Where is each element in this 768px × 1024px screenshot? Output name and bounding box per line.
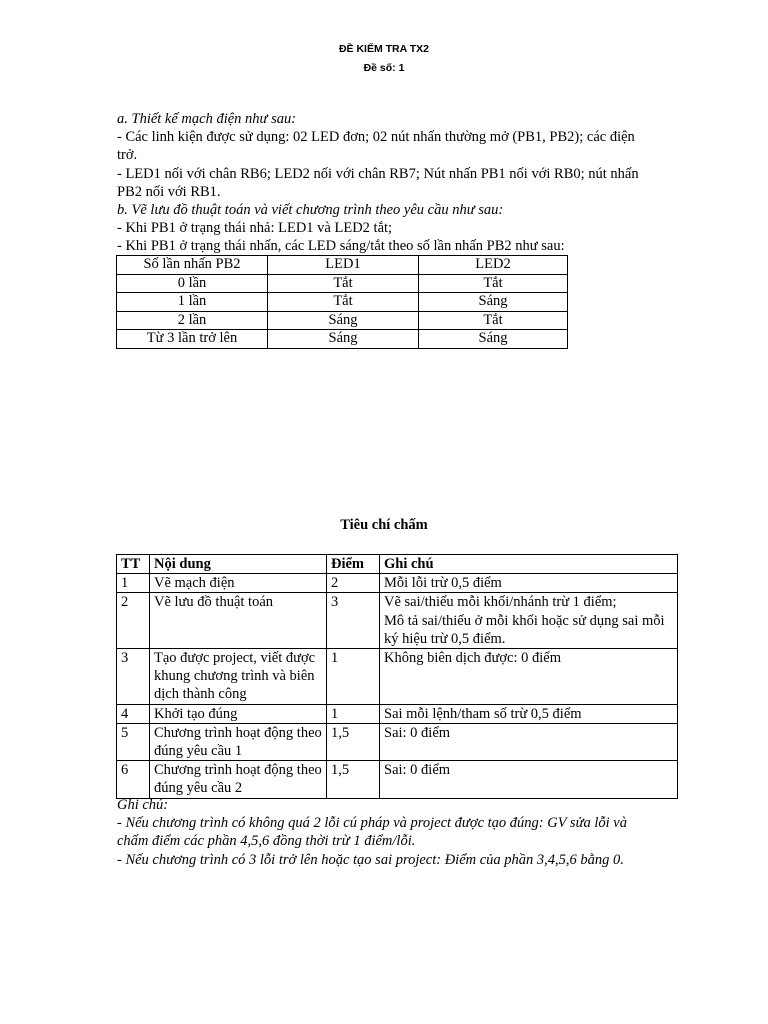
led-table-header: LED2 bbox=[419, 256, 568, 275]
section-a-connections: - LED1 nối với chân RB6; LED2 nối với chân RB7; Nút nhấn PB1 nối với RB0; nút nhấn PB2 nối với RB1. bbox=[117, 165, 639, 200]
led-table-header-row bbox=[117, 256, 568, 275]
led-table-header: LED1 bbox=[268, 256, 419, 275]
table-cell: Tắt bbox=[268, 274, 419, 293]
table-cell: 2 lần bbox=[117, 311, 268, 330]
requirements-block bbox=[117, 110, 647, 256]
table-cell: Tắt bbox=[419, 274, 568, 293]
table-cell: Không biên dịch được: 0 điểm bbox=[380, 649, 678, 705]
table-cell: Khởi tạo đúng bbox=[150, 704, 327, 723]
table-cell: Sáng bbox=[419, 293, 568, 312]
section-b-pressed: - Khi PB1 ở trạng thái nhấn, các LED sáng/tắt theo số lần nhấn PB2 như sau: bbox=[117, 238, 565, 255]
table-cell: 2 bbox=[327, 574, 380, 593]
table-row bbox=[117, 704, 678, 723]
led-table-header: Số lần nhấn PB2 bbox=[117, 256, 268, 275]
section-b-released: - Khi PB1 ở trạng thái nhả: LED1 và LED2 tắt; bbox=[117, 220, 393, 237]
section-a-components: - Các linh kiện được sử dụng: 02 LED đơn; 02 nút nhấn thường mở (PB1, PB2); các điện trở. bbox=[117, 129, 635, 164]
table-row bbox=[117, 723, 678, 760]
table-cell: Sai mỗi lệnh/tham số trừ 0,5 điểm bbox=[380, 704, 678, 723]
criteria-header: Ghi chú bbox=[380, 555, 678, 574]
table-cell: 2 bbox=[117, 593, 150, 649]
criteria-title: Tiêu chí chấm bbox=[340, 517, 428, 533]
table-cell: Sáng bbox=[268, 330, 419, 349]
section-a-heading: a. Thiết kế mạch điện như sau: bbox=[117, 111, 297, 127]
table-row bbox=[117, 274, 568, 293]
criteria-header-row bbox=[117, 555, 678, 574]
table-cell: Tạo được project, viết được khung chương trình và biên dịch thành công bbox=[150, 649, 327, 705]
table-row bbox=[117, 593, 678, 649]
table-cell: 1 bbox=[327, 704, 380, 723]
notes-line-1: - Nếu chương trình có không quá 2 lỗi cú pháp và project được tạo đúng: GV sửa lỗi và chấm điểm các phần 4,5,6 đồng thời trừ 1 điểm/lỗi. bbox=[117, 815, 627, 850]
table-cell: Chương trình hoạt động theo đúng yêu cầu 1 bbox=[150, 723, 327, 760]
table-cell: 3 bbox=[117, 649, 150, 705]
table-cell: Vẽ sai/thiếu mỗi khối/nhánh trừ 1 điểm; Mô tả sai/thiếu ở mỗi khối hoặc sử dụng sai mỗi ký hiệu trừ 0,5 điểm. bbox=[380, 593, 678, 649]
table-row bbox=[117, 761, 678, 798]
exam-title: ĐỀ KIỂM TRA TX2 bbox=[338, 43, 430, 55]
table-cell: 1,5 bbox=[327, 723, 380, 760]
table-cell: 1 bbox=[117, 574, 150, 593]
notes-block bbox=[117, 796, 657, 869]
table-cell: Tắt bbox=[268, 293, 419, 312]
table-cell: 6 bbox=[117, 761, 150, 798]
exam-number: Đề số: 1 bbox=[363, 62, 405, 74]
table-cell: Từ 3 lần trở lên bbox=[117, 330, 268, 349]
notes-line-2: - Nếu chương trình có 3 lỗi trở lên hoặc tạo sai project: Điểm của phần 3,4,5,6 bằng 0. bbox=[117, 851, 624, 868]
table-cell: Vẽ lưu đồ thuật toán bbox=[150, 593, 327, 649]
table-cell: Sai: 0 điểm bbox=[380, 761, 678, 798]
criteria-header: TT bbox=[117, 555, 150, 574]
table-cell: Sai: 0 điểm bbox=[380, 723, 678, 760]
table-cell: 3 bbox=[327, 593, 380, 649]
table-cell: 1 lần bbox=[117, 293, 268, 312]
table-row bbox=[117, 649, 678, 705]
table-cell: 0 lần bbox=[117, 274, 268, 293]
grading-criteria-table bbox=[116, 554, 678, 799]
table-cell: Sáng bbox=[268, 311, 419, 330]
notes-heading: Ghi chú: bbox=[117, 797, 169, 813]
section-b-heading: b. Vẽ lưu đồ thuật toán và viết chương trình theo yêu cầu như sau: bbox=[117, 202, 504, 219]
table-row bbox=[117, 330, 568, 349]
table-cell: 1 bbox=[327, 649, 380, 705]
table-cell: Chương trình hoạt động theo đúng yêu cầu 2 bbox=[150, 761, 327, 798]
table-row bbox=[117, 311, 568, 330]
table-row bbox=[117, 574, 678, 593]
table-cell: Tắt bbox=[419, 311, 568, 330]
led-state-table bbox=[116, 255, 568, 349]
table-cell: Sáng bbox=[419, 330, 568, 349]
table-cell: Mỗi lỗi trừ 0,5 điểm bbox=[380, 574, 678, 593]
criteria-header: Nội dung bbox=[150, 555, 327, 574]
table-cell: Vẽ mạch điện bbox=[150, 574, 327, 593]
criteria-header: Điểm bbox=[327, 555, 380, 574]
table-row bbox=[117, 293, 568, 312]
table-cell: 1,5 bbox=[327, 761, 380, 798]
table-cell: 5 bbox=[117, 723, 150, 760]
table-cell: 4 bbox=[117, 704, 150, 723]
